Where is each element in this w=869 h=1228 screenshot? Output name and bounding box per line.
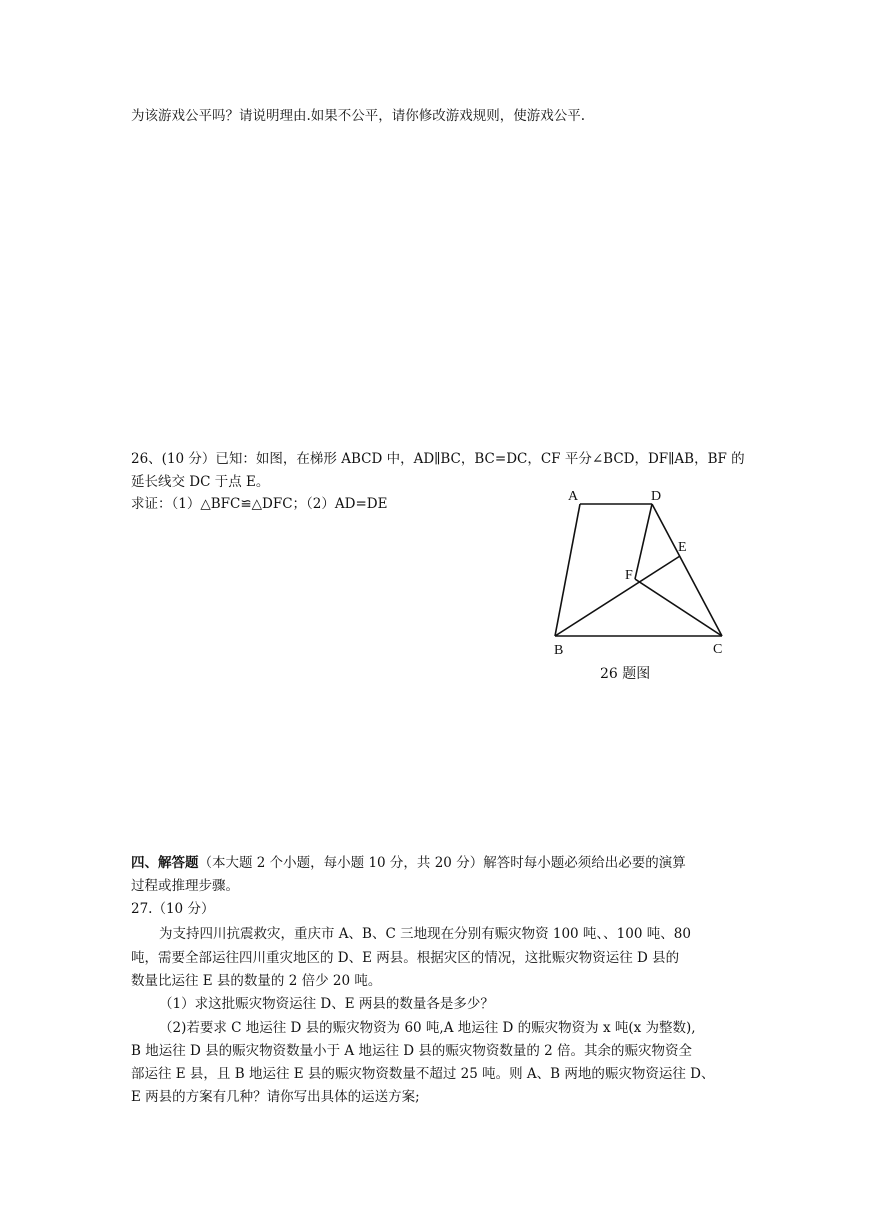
q26-statement-line2: 延长线交 DC 于点 E。	[131, 474, 270, 490]
label-D: D	[651, 489, 662, 504]
section4-heading: 四、解答题	[131, 855, 199, 871]
segment-DC	[652, 504, 722, 636]
q27-number: 27.（10 分）	[131, 901, 215, 917]
label-F: F	[625, 568, 633, 583]
trapezoid-figure	[540, 480, 740, 680]
q27-paragraph-line2: 吨，需要全部运往四川重灾地区的 D、E 两县。根据灾区的情况，这批赈灾物资运往 D 县的	[131, 950, 680, 966]
section4-intro-rest: （本大题 2 个小题，每小题 10 分，共 20 分）解答时每小题必须给出必要的演算	[198, 855, 686, 871]
q27-paragraph-line3: 数量比运往 E 县的数量的 2 倍少 20 吨。	[131, 973, 382, 989]
segment-DF	[635, 504, 652, 579]
q26-prove-line: 求证：（1）△BFC≌△DFC；（2）AD=DE	[131, 496, 388, 512]
label-A: A	[568, 489, 579, 504]
label-E: E	[678, 540, 687, 555]
q27-subquestion1: （1）求这批赈灾物资运往 D、E 两县的数量各是多少？	[159, 996, 494, 1012]
section4-intro-line2: 过程或推理步骤。	[131, 878, 239, 894]
label-C: C	[713, 642, 723, 657]
figure-caption: 26 题图	[600, 666, 651, 682]
q27-subquestion2-line4: E 两县的方案有几种？请你写出具体的运送方案;	[131, 1089, 420, 1105]
q27-subquestion2-line1: （2)若要求 C 地运往 D 县的赈灾物资为 60 吨,A 地运往 D 的赈灾物资为 x 吨(x 为整数),	[159, 1020, 696, 1036]
q27-paragraph-line1: 为支持四川抗震救灾，重庆市 A、B、C 三地现在分别有赈灾物资 100 吨、、100 吨、80	[159, 926, 691, 942]
q27-subquestion2-line3: 部运往 E 县，且 B 地运往 E 县的赈灾物资数量不超过 25 吨。则 A、B 两地的赈灾物资运往 D、	[131, 1066, 715, 1082]
label-B: B	[554, 643, 564, 658]
q26-statement-line1: 26、(10 分）已知：如图，在梯形 ABCD 中，AD∥BC，BC=DC，CF 平分∠BCD，DF∥AB，BF 的	[131, 451, 745, 467]
segment-FC	[635, 579, 722, 636]
section4-intro-line1	[131, 853, 686, 873]
segment-AB	[555, 504, 580, 636]
q25-last-line: 为该游戏公平吗？请说明理由.如果不公平，请你修改游戏规则，使游戏公平.	[131, 108, 586, 124]
q27-subquestion2-line2: B 地运往 D 县的赈灾物资数量小于 A 地运往 D 县的赈灾物资数量的 2 倍。其余的赈灾物资全	[131, 1043, 693, 1059]
